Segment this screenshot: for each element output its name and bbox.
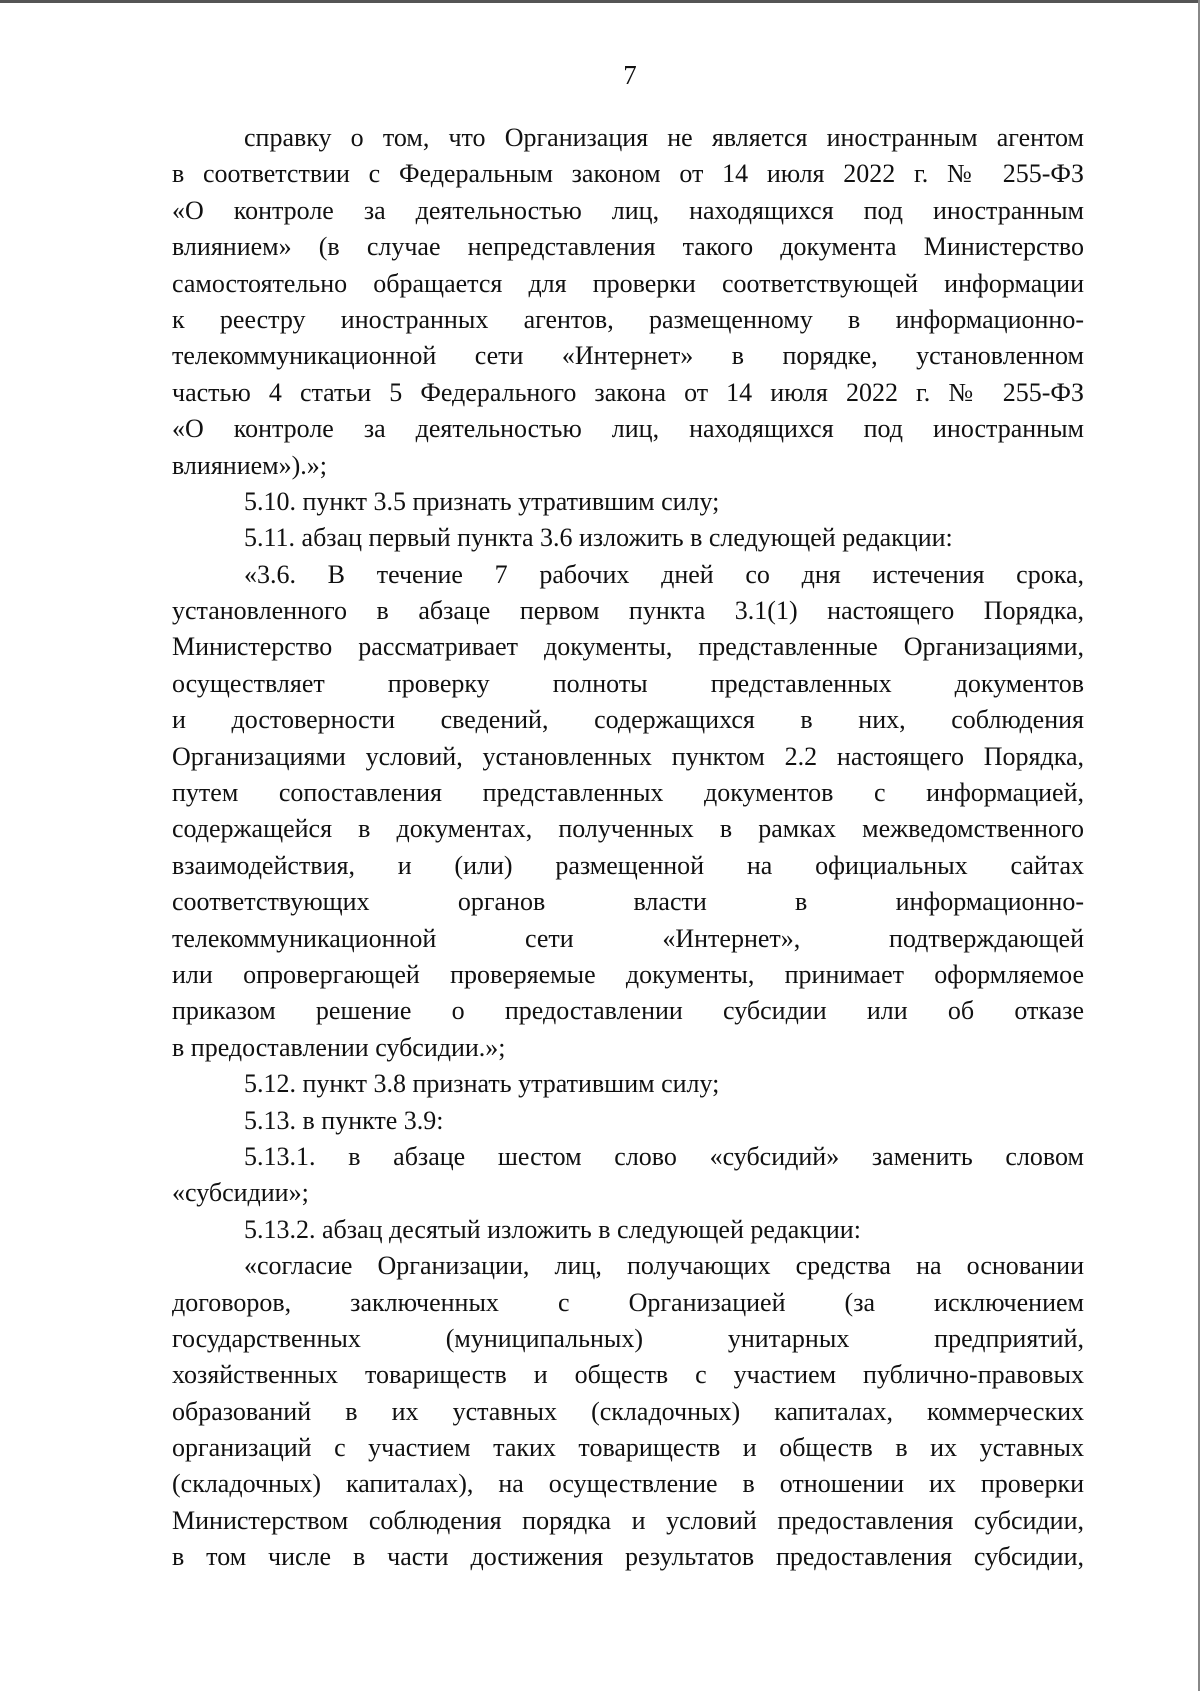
text-line: хозяйственных товариществ и обществ с участием публично-правовых bbox=[172, 1360, 1084, 1390]
text-line: влиянием» (в случае непредставления такого документа Министерство bbox=[172, 232, 1084, 262]
scan-edge-top bbox=[0, 0, 1200, 3]
text-line: содержащейся в документах, полученных в рамках межведомственного bbox=[172, 814, 1084, 844]
text-line: или опровергающей проверяемые документы, принимает оформляемое bbox=[172, 959, 1084, 989]
text-line: 5.13.2. абзац десятый изложить в следующей редакции: bbox=[244, 1214, 861, 1244]
text-line: и достоверности сведений, содержащихся в них, соблюдения bbox=[172, 705, 1084, 735]
text-line: телекоммуникационной сети «Интернет» в порядке, установленном bbox=[172, 341, 1084, 371]
text-line: справку о том, что Организация не является иностранным агентом bbox=[244, 123, 1084, 152]
page-number: 7 bbox=[623, 60, 637, 90]
text-line: к реестру иностранных агентов, размещенному в информационно- bbox=[172, 304, 1084, 334]
text-line: в предоставлении субсидии.»; bbox=[172, 1032, 506, 1062]
text-line: «О контроле за деятельностью лиц, находящихся под иностранным bbox=[172, 195, 1084, 225]
text-line: установленного в абзаце первом пункта 3.1(1) настоящего Порядка, bbox=[172, 596, 1084, 626]
text-line: влиянием»).»; bbox=[172, 450, 327, 480]
text-line: 5.10. пункт 3.5 признать утратившим силу; bbox=[244, 486, 720, 516]
text-line: частью 4 статьи 5 Федерального закона от 14 июля 2022 г. № 255-ФЗ bbox=[172, 377, 1084, 407]
text-line: телекоммуникационной сети «Интернет», подтверждающей bbox=[172, 923, 1084, 953]
text-line: в том числе в части достижения результатов предоставления субсидии, bbox=[172, 1542, 1084, 1572]
text-line: 5.12. пункт 3.8 признать утратившим силу; bbox=[244, 1069, 720, 1099]
text-line: Организациями условий, установленных пунктом 2.2 настоящего Порядка, bbox=[172, 741, 1084, 771]
text-line: «3.6. В течение 7 рабочих дней со дня истечения срока, bbox=[244, 559, 1084, 589]
text-line: «согласие Организации, лиц, получающих средства на основании bbox=[244, 1251, 1084, 1281]
text-line: государственных (муниципальных) унитарных предприятий, bbox=[172, 1323, 1084, 1353]
text-line: соответствующих органов власти в информационно- bbox=[172, 887, 1084, 917]
text-line: взаимодействия, и (или) размещенной на официальных сайтах bbox=[172, 850, 1084, 880]
document-body bbox=[172, 120, 1084, 1576]
text-line: Министерством соблюдения порядка и условий предоставления субсидии, bbox=[172, 1505, 1084, 1535]
text-line: «субсидии»; bbox=[172, 1178, 309, 1208]
text-line: «О контроле за деятельностью лиц, находящихся под иностранным bbox=[172, 414, 1084, 444]
text-line: организаций с участием таких товариществ и обществ в их уставных bbox=[172, 1433, 1084, 1463]
text-line: 5.13. в пункте 3.9: bbox=[244, 1105, 444, 1135]
text-line: образований в их уставных (складочных) капиталах, коммерческих bbox=[172, 1396, 1084, 1426]
text-line: 5.13.1. в абзаце шестом слово «субсидий» заменить словом bbox=[244, 1141, 1084, 1171]
text-line: в соответствии с Федеральным законом от 14 июля 2022 г. № 255-ФЗ bbox=[172, 159, 1084, 189]
text-line: самостоятельно обращается для проверки соответствующей информации bbox=[172, 268, 1084, 298]
text-line: договоров, заключенных с Организацией (за исключением bbox=[172, 1287, 1084, 1317]
text-line: путем сопоставления представленных документов с информацией, bbox=[172, 778, 1084, 808]
text-line: 5.11. абзац первый пункта 3.6 изложить в следующей редакции: bbox=[244, 523, 953, 553]
text-line: осуществляет проверку полноты представленных документов bbox=[172, 668, 1084, 698]
text-line: приказом решение о предоставлении субсидии или об отказе bbox=[172, 996, 1084, 1026]
text-line: (складочных) капиталах), на осуществление в отношении их проверки bbox=[172, 1469, 1084, 1499]
text-line: Министерство рассматривает документы, представленные Организациями, bbox=[172, 632, 1084, 662]
